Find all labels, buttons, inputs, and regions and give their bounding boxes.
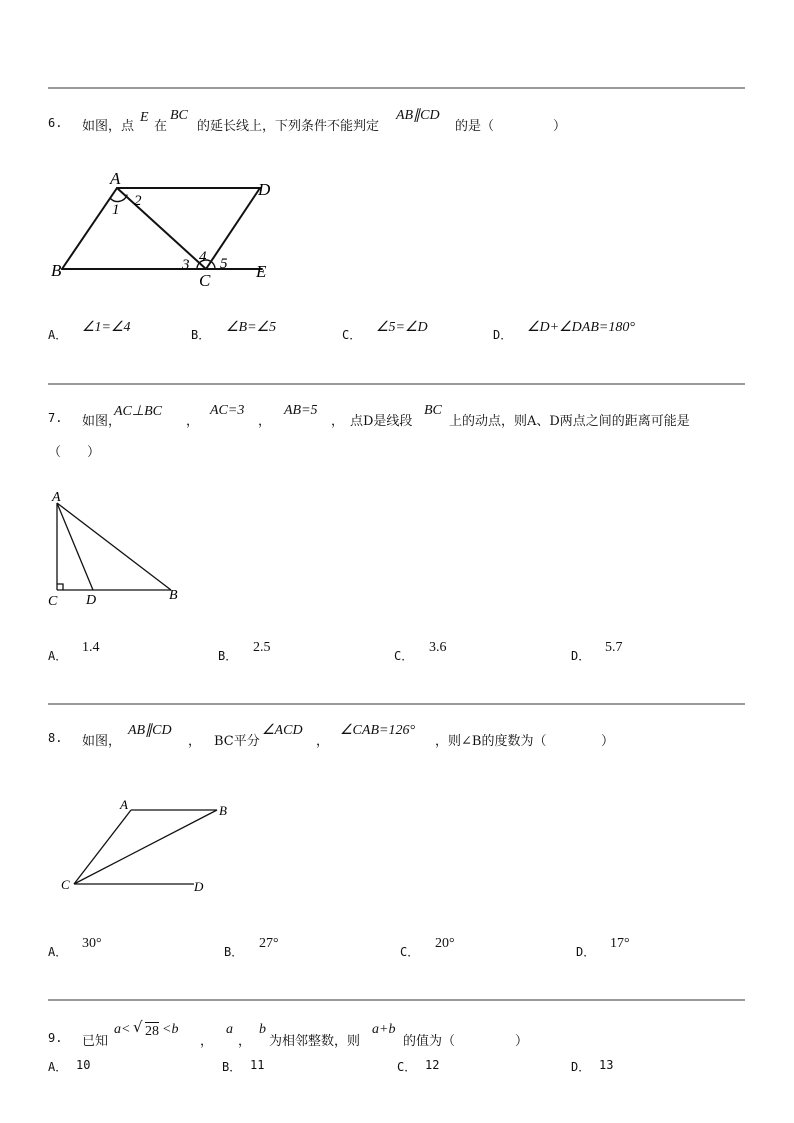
option-b[interactable]: 27° bbox=[259, 936, 279, 951]
figure-q6 bbox=[40, 165, 290, 295]
segment-CD bbox=[206, 188, 260, 269]
question-text: 如图， bbox=[82, 414, 122, 429]
option-letter: C． bbox=[394, 649, 414, 663]
option-b[interactable]: 2.5 bbox=[253, 640, 271, 655]
question-text: ， bbox=[238, 1034, 252, 1049]
math-expression: AB=5 bbox=[284, 403, 318, 418]
label-D: D bbox=[194, 879, 204, 894]
question-number: 9. bbox=[48, 1031, 63, 1045]
label-angle-1: 1 bbox=[112, 202, 120, 218]
figure-q8 bbox=[55, 795, 245, 900]
question-text: 的是（ bbox=[455, 119, 495, 134]
question-text: 点D是线段 bbox=[350, 414, 413, 429]
question-text: ） bbox=[515, 1034, 529, 1049]
option-a[interactable]: ∠1=∠4 bbox=[82, 320, 131, 335]
question-text: ， bbox=[258, 414, 272, 429]
figure-q7 bbox=[40, 488, 190, 608]
divider-line bbox=[48, 383, 745, 385]
label-B: B bbox=[169, 588, 178, 603]
question-text: ， bbox=[186, 414, 200, 429]
math-expression: AC⊥BC bbox=[114, 404, 162, 419]
question-text: ， bbox=[200, 1034, 214, 1049]
option-c[interactable]: 20° bbox=[435, 936, 455, 951]
option-letter: D． bbox=[576, 945, 596, 959]
option-a[interactable]: 1.4 bbox=[82, 640, 100, 655]
divider-line bbox=[48, 703, 745, 705]
sqrt-icon: √ bbox=[133, 1018, 143, 1036]
label-D: D bbox=[86, 593, 97, 608]
question-number: 6. bbox=[48, 116, 63, 130]
option-b[interactable]: 11 bbox=[250, 1058, 265, 1072]
label-A: A bbox=[120, 797, 128, 812]
option-letter: A． bbox=[48, 945, 68, 959]
option-letter: B． bbox=[222, 1060, 242, 1074]
math-expression: AC=3 bbox=[210, 403, 245, 418]
label-B: B bbox=[219, 803, 227, 818]
option-letter: A． bbox=[48, 649, 68, 663]
question-text: ， bbox=[316, 734, 330, 749]
option-b[interactable]: ∠B=∠5 bbox=[226, 320, 277, 335]
math-expression: AB∥CD bbox=[128, 723, 172, 738]
option-d[interactable]: ∠D+∠DAB=180° bbox=[527, 320, 635, 335]
label-A: A bbox=[110, 169, 121, 188]
question-text: 如图，点 bbox=[82, 119, 135, 134]
option-letter: B． bbox=[218, 649, 238, 663]
math-expression: a+b bbox=[372, 1022, 396, 1037]
math-expression: a< bbox=[114, 1022, 131, 1037]
label-C: C bbox=[199, 271, 211, 290]
option-letter: C． bbox=[400, 945, 420, 959]
question-text: ，则∠B的度数为（ bbox=[435, 734, 547, 749]
right-angle-mark bbox=[57, 584, 63, 590]
option-d[interactable]: 17° bbox=[610, 936, 630, 951]
math-expression: b bbox=[259, 1022, 266, 1037]
divider-line bbox=[48, 999, 745, 1001]
option-letter: D． bbox=[493, 328, 513, 342]
option-letter: B． bbox=[191, 328, 211, 342]
segment-AB bbox=[62, 188, 117, 269]
math-expression: 28 bbox=[145, 1024, 159, 1039]
math-expression: ∠CAB=126° bbox=[340, 723, 416, 738]
label-C: C bbox=[61, 877, 70, 892]
label-angle-3: 3 bbox=[182, 257, 190, 273]
question-text: 的延长线上，下列条件不能判定 bbox=[197, 119, 380, 134]
math-expression: <b bbox=[162, 1022, 179, 1037]
question-text: 在 bbox=[154, 119, 168, 134]
segment-CB bbox=[74, 810, 217, 884]
option-letter: B． bbox=[224, 945, 244, 959]
label-E: E bbox=[256, 262, 267, 281]
question-number: 8. bbox=[48, 731, 63, 745]
label-A: A bbox=[52, 490, 61, 505]
divider-line bbox=[48, 87, 745, 89]
option-a[interactable]: 30° bbox=[82, 936, 102, 951]
segment-AB bbox=[57, 503, 171, 590]
label-angle-2: 2 bbox=[134, 193, 142, 209]
math-expression: BC bbox=[170, 108, 188, 123]
label-B: B bbox=[51, 261, 62, 280]
math-expression: E bbox=[140, 110, 149, 125]
question-text: ） bbox=[553, 119, 567, 134]
option-d[interactable]: 13 bbox=[599, 1058, 614, 1072]
option-letter: C． bbox=[342, 328, 362, 342]
question-text: ） bbox=[601, 734, 615, 749]
question-text: 的值为（ bbox=[403, 1034, 456, 1049]
math-expression: BC bbox=[424, 403, 442, 418]
option-c[interactable]: ∠5=∠D bbox=[376, 320, 428, 335]
segment-AC bbox=[117, 188, 206, 269]
option-c[interactable]: 3.6 bbox=[429, 640, 447, 655]
question-number: 7. bbox=[48, 411, 63, 425]
option-letter: A． bbox=[48, 328, 68, 342]
option-a[interactable]: 10 bbox=[76, 1058, 91, 1072]
math-expression: ∠ACD bbox=[262, 723, 303, 738]
question-text: ， bbox=[331, 414, 345, 429]
math-expression: a bbox=[226, 1022, 233, 1037]
question-text: BC平分 bbox=[214, 734, 260, 749]
option-letter: D． bbox=[571, 649, 591, 663]
question-text: 如图， bbox=[82, 734, 122, 749]
question-text: （ ） bbox=[48, 445, 101, 460]
label-C: C bbox=[48, 594, 58, 609]
question-text: 上的动点，则A、D两点之间的距离可能是 bbox=[449, 414, 690, 429]
segment-CA bbox=[74, 810, 131, 884]
label-angle-4: 4 bbox=[199, 249, 207, 265]
question-text: 已知 bbox=[82, 1034, 109, 1049]
option-c[interactable]: 12 bbox=[425, 1058, 440, 1072]
label-D: D bbox=[258, 180, 271, 199]
label-angle-5: 5 bbox=[220, 256, 228, 272]
question-text: ， bbox=[188, 734, 202, 749]
option-letter: C． bbox=[397, 1060, 417, 1074]
option-letter: D． bbox=[571, 1060, 591, 1074]
math-expression: AB∥CD bbox=[396, 108, 440, 123]
option-letter: A． bbox=[48, 1060, 68, 1074]
option-d[interactable]: 5.7 bbox=[605, 640, 623, 655]
question-text: 为相邻整数，则 bbox=[269, 1034, 361, 1049]
